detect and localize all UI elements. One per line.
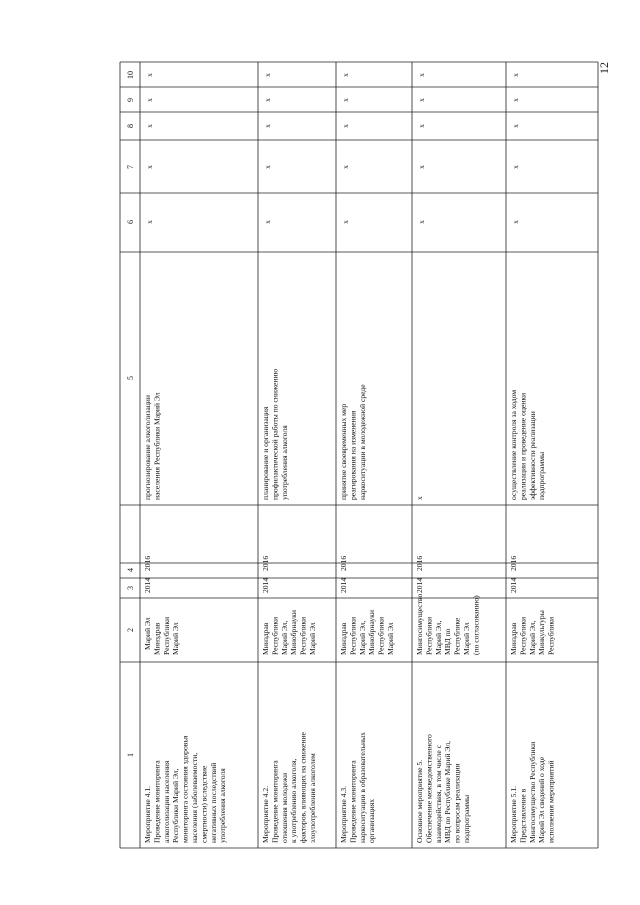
executor-line: Марий Эл — [386, 622, 395, 655]
executor-line: (по согласованию) — [471, 595, 481, 655]
activity-name-line: по вопросам реализации — [452, 763, 462, 843]
expected-result-line: прогнозирование алкоголизации — [143, 395, 152, 500]
activity-name-line: Основное мероприятие 5. — [415, 759, 424, 843]
activity-name-line: Проведение мониторинга — [348, 760, 358, 843]
header-cell: 9 — [126, 98, 135, 102]
executor-line: Республики — [424, 616, 434, 655]
executor-line: Марий Эл, — [357, 620, 367, 655]
expected-result-line: эффективности реализации — [527, 411, 537, 500]
cross-mark: x — [341, 220, 350, 224]
executor-line: Минобрнауки — [367, 610, 377, 655]
cross-mark: x — [417, 165, 426, 169]
activity-name-line: наркоситуации в образовательных — [357, 732, 367, 843]
activity-name-line: негативных последствий — [208, 762, 218, 843]
end-year: 2016 — [415, 555, 424, 571]
executor-line: Республики — [298, 616, 308, 655]
expected-result-line: осуществление контроля за ходом — [509, 389, 518, 500]
activity-name-line: смертности) вследствие — [199, 765, 209, 843]
activity-name-line: МВД по Республике Марий Эл, — [443, 740, 453, 843]
expected-result-line: употребления алкоголя — [279, 425, 289, 500]
cross-mark: x — [341, 165, 350, 169]
cross-mark: x — [263, 165, 272, 169]
end-year: 2016 — [143, 555, 152, 571]
expected-result-line: планирование и организация — [261, 406, 270, 500]
expected-result-line: наркоситуации в молодежной среде — [357, 384, 367, 500]
executor-line: Минобрнауки — [289, 610, 299, 655]
executor-line: Минкультуры — [537, 610, 547, 655]
executor-line: Республики — [546, 616, 556, 655]
executor-line: Республики — [270, 616, 280, 655]
activity-name-line: Представление в — [518, 788, 528, 843]
executor-line: Республики — [348, 616, 358, 655]
cross-mark: x — [417, 73, 426, 77]
executor-line: Марий Эл, — [527, 620, 537, 655]
start-year: 2014 — [339, 577, 348, 593]
expected-result-line: принятие своевременных мер — [339, 403, 348, 500]
executor-line: Минздрав — [152, 622, 162, 655]
header-cell: 7 — [126, 165, 135, 169]
activity-name-line: исполнения мероприятий — [546, 760, 556, 843]
expected-result-line: населения Республики Марий Эл — [152, 392, 162, 500]
table-header — [126, 71, 135, 757]
activity-name-line: Мероприятие 5.1. — [509, 785, 518, 843]
cross-mark: x — [417, 98, 426, 102]
activity-name-line: организациях — [367, 799, 377, 843]
activity-name-line: взаимодействия, в том числе с — [433, 744, 443, 843]
executor-line: Республики — [376, 616, 386, 655]
header-cell: 1 — [126, 753, 135, 757]
header-cell: 4 — [126, 568, 135, 572]
activity-name-line: злоупотребления алкоголем — [308, 753, 317, 843]
start-year: 2014 — [261, 577, 270, 593]
cross-mark: x — [341, 73, 350, 77]
activity-name-line: Проведение мониторинга — [270, 760, 280, 843]
executor-line: Марий Эл, — [433, 620, 443, 655]
executor-line: Минздрав — [261, 622, 270, 655]
header-cell: 6 — [126, 220, 135, 224]
continuation-text: Марий Эл — [143, 617, 152, 650]
activity-name-line: Мингосимущество Республики — [527, 741, 537, 843]
executor-line: Минздрав — [509, 622, 518, 655]
cross-mark: x — [263, 98, 272, 102]
expected-result-line: профилактической работы по снижению — [270, 368, 280, 500]
executor-line: Марий Эл — [171, 622, 181, 655]
table-body — [143, 73, 556, 843]
expected-result-line: реализации и проведение оценки — [518, 392, 528, 500]
activity-name-line: Проведение мониторинга — [152, 760, 162, 843]
cross-mark: x — [263, 124, 272, 128]
executor-line: Республики — [518, 616, 528, 655]
cross-mark: x — [263, 220, 272, 224]
activity-name-line: Республики Марий Эл, — [171, 768, 181, 843]
header-cell: 2 — [126, 628, 135, 632]
executor-line: Марий Эл, — [279, 620, 289, 655]
cross-mark: x — [511, 165, 520, 169]
end-year: 2016 — [509, 555, 518, 571]
executor-line: Минздрав — [339, 622, 348, 655]
cross-mark: x — [145, 124, 154, 128]
activity-name-line: подпрограммы — [462, 794, 471, 843]
activity-name-line: Мероприятие 4.3. — [339, 785, 348, 843]
cross-mark: x — [145, 165, 154, 169]
activity-name-line: Мероприятие 4.1. — [143, 785, 152, 843]
header-cell: 10 — [126, 71, 135, 79]
cross-mark: x — [145, 98, 154, 102]
page-number: 12 — [597, 62, 611, 74]
activity-name-line: мониторинга состояния здоровья — [180, 735, 190, 843]
executor-line: Марий Эл — [308, 622, 317, 655]
activity-name-line: алкоголизации населения — [161, 760, 171, 843]
cross-mark: x — [511, 124, 520, 128]
cross-mark: x — [417, 124, 426, 128]
activity-name-line: Мероприятие 4.2. — [261, 785, 270, 843]
expected-result-line: реагирования на изменения — [348, 410, 358, 500]
header-cell: 8 — [126, 124, 135, 128]
activity-name-line: факторов, влияющих на снижение — [298, 732, 308, 843]
cross-mark: x — [417, 220, 426, 224]
end-year: 2016 — [261, 555, 270, 571]
start-year: 2014 — [415, 577, 424, 593]
cross-mark: x — [511, 98, 520, 102]
header-cell: 5 — [126, 376, 135, 380]
expected-result-line: x — [415, 496, 424, 500]
start-year: 2014 — [509, 577, 518, 593]
cross-mark: x — [341, 98, 350, 102]
activity-name-line: Марий Эл сведений о ходе — [537, 756, 547, 843]
activity-name-line: отношения молодежи — [279, 772, 289, 843]
header-cell: 3 — [126, 586, 135, 590]
cross-mark: x — [511, 73, 520, 77]
executor-line: МВД по — [443, 628, 453, 655]
executor-line: Республике — [452, 617, 462, 655]
activity-name-line: Обеспечение межведомственного — [424, 734, 434, 843]
end-year: 2016 — [339, 555, 348, 571]
expected-result-line: подпрограммы — [537, 451, 547, 500]
cross-mark: x — [145, 220, 154, 224]
cross-mark: x — [511, 220, 520, 224]
activity-name-line: употребления алкоголя — [218, 768, 228, 843]
cross-mark: x — [263, 73, 272, 77]
activity-name-line: к употреблению алкоголя, — [289, 758, 299, 843]
start-year: 2014 — [143, 577, 152, 593]
executor-line: Мингосимущество — [415, 593, 424, 655]
activity-name-line: населения (заболеваемости, — [190, 752, 199, 843]
cross-mark: x — [341, 124, 350, 128]
executor-line: Марий Эл — [462, 622, 471, 655]
cross-mark: x — [145, 73, 154, 77]
executor-line: Республики — [161, 616, 171, 655]
